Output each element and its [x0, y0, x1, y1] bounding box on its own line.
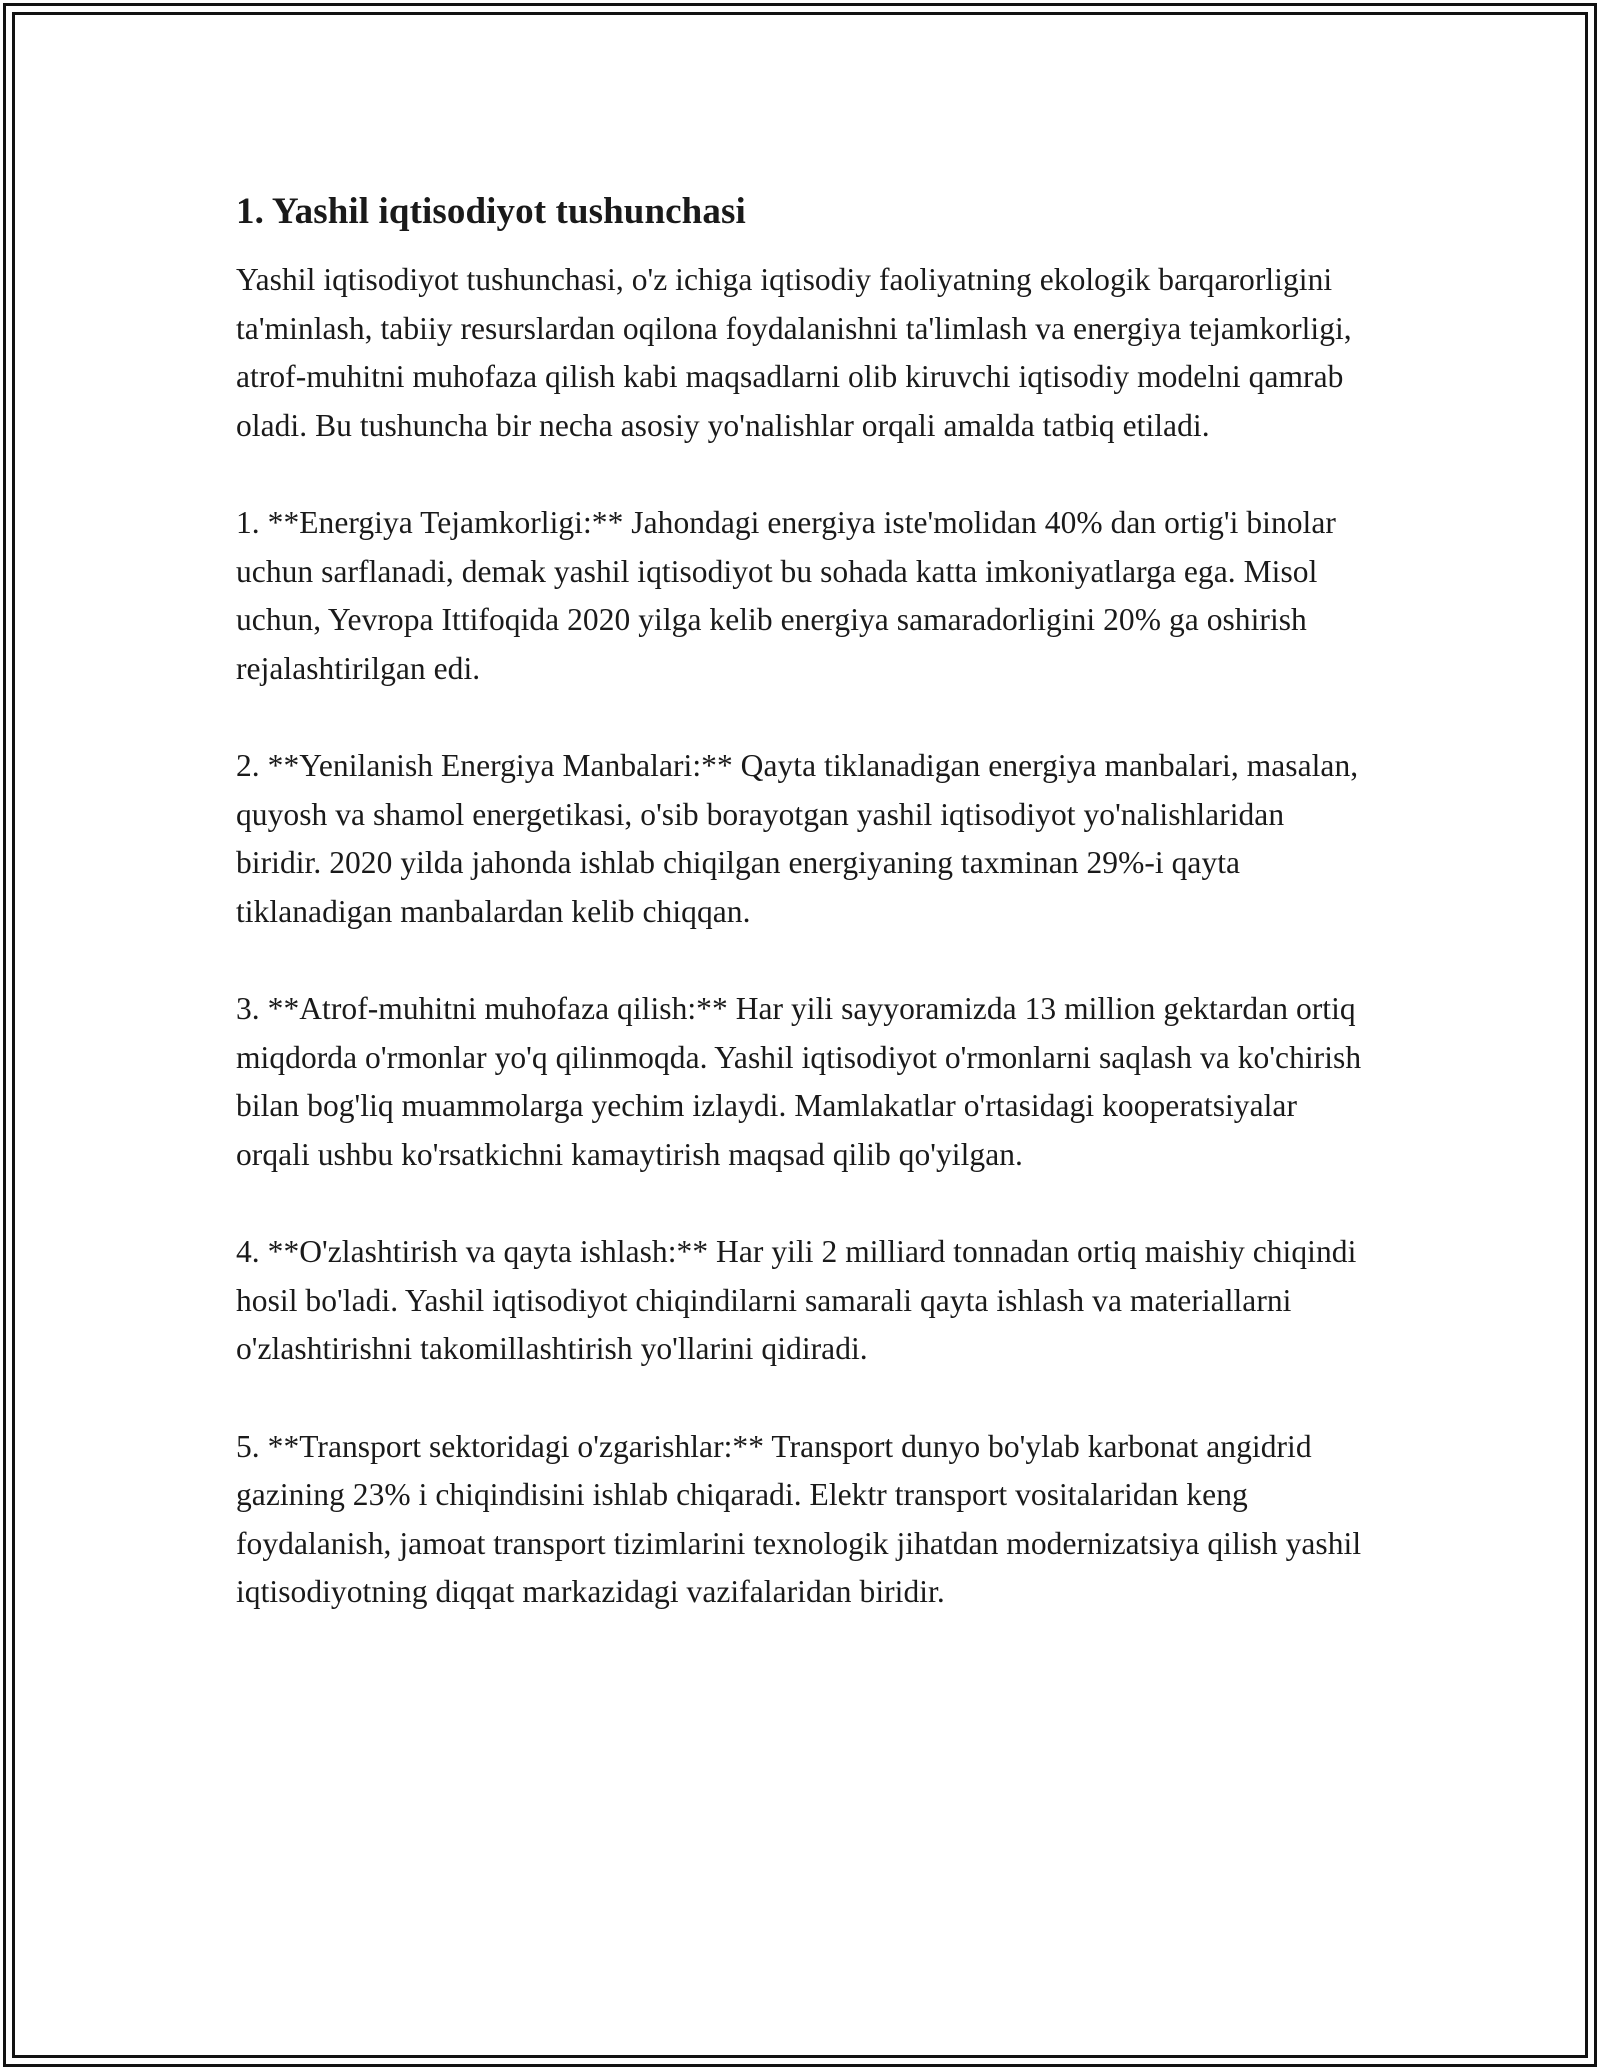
intro-paragraph: Yashil iqtisodiyot tushunchasi, o'z ichiga iqtisodiy faoliyatning ekologik barqarorligini ta'minlash, tabiiy resurslardan oqilona foydalanishni ta'limlash va energiya tejamkorligi, atrof-muhitni muhofaza qilish kabi maqsadlarni olib kiruvchi iqtisodiy modelni qamrab oladi. Bu tushuncha bir necha asosiy yo'nalishlar orqali amalda tatbiq etiladi. — [236, 262, 1352, 443]
list-item-environment-protection: 3. **Atrof-muhitni muhofaza qilish:** Har yili sayyoramizda 13 million gektardan ortiq miqdorda o'rmonlar yo'q qilinmoqda. Yashil iqtisodiyot o'rmonlarni saqlash va ko'chirish bilan bog'liq muammolarga yechim izlaydi. Mamlakatlar o'rtasidagi kooperatsiyalar orqali ushbu ko'rsatkichni kamaytirish maqsad qilib qo'yilgan. — [236, 991, 1362, 1172]
list-item-recycling: 4. **O'zlashtirish va qayta ishlash:** Har yili 2 milliard tonnadan ortiq maishiy chiqindi hosil bo'ladi. Yashil iqtisodiyot chiqindilarni samarali qayta ishlash va materiallarni o'zlashtirishni takomillashtirish yo'llarini qidiradi. — [236, 1234, 1357, 1366]
list-item-transport: 5. **Transport sektoridagi o'zgarishlar:** Transport dunyo bo'ylab karbonat angidrid gazining 23% i chiqindisini ishlab chiqaradi. Elektr transport vositalaridan keng foydalanish, jamoat transport tizimlarini texnologik jihatdan modernizatsiya qilish yashil iqtisodiyotning diqqat markazidagi vazifalaridan biridir. — [236, 1428, 1362, 1609]
section-heading: 1. Yashil iqtisodiyot tushunchasi — [236, 191, 746, 232]
document-body — [236, 188, 1376, 1666]
list-item-energy-efficiency: 1. **Energiya Tejamkorligi:** Jahondagi energiya iste'molidan 40% dan ortig'i binolar uchun sarflanadi, demak yashil iqtisodiyot bu sohada katta imkoniyatlarga ega. Misol uchun, Yevropa Ittifoqida 2020 yilga kelib energiya samaradorligini 20% ga oshirish rejalashtirilgan edi. — [236, 505, 1336, 686]
list-item-renewable-energy: 2. **Yenilanish Energiya Manbalari:** Qayta tiklanadigan energiya manbalari, masalan, quyosh va shamol energetikasi, o'sib borayotgan yashil iqtisodiyot yo'nalishlaridan biridir. 2020 yilda jahonda ishlab chiqilgan energiyaning taxminan 29%-i qayta tiklanadigan manbalardan kelib chiqqan. — [236, 748, 1359, 929]
